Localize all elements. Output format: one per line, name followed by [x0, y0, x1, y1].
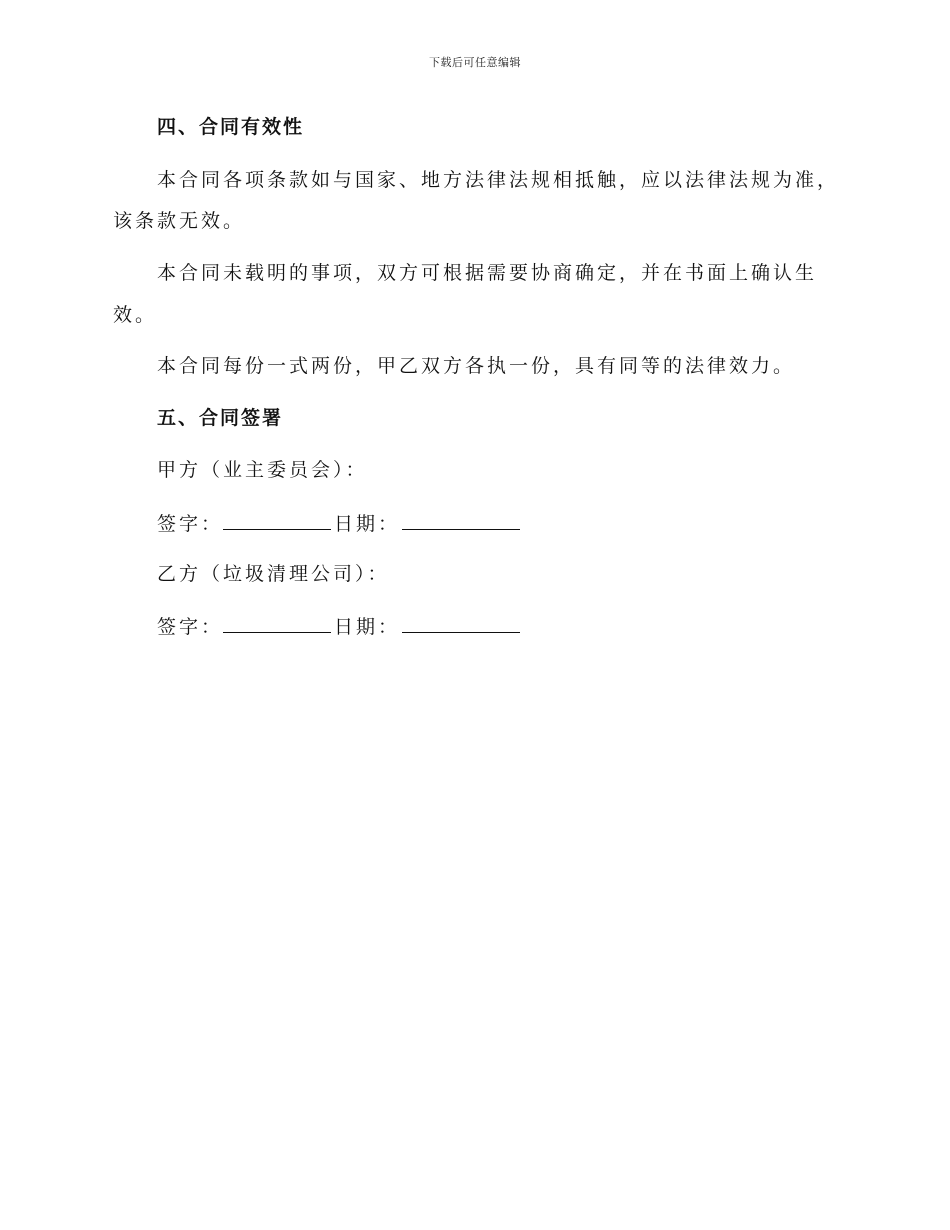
paragraph-3: 本合同每份一式两份，甲乙双方各执一份，具有同等的法律效力。: [157, 355, 796, 377]
party-b-date-label: 日期：: [334, 616, 401, 638]
party-b-sign-blank[interactable]: [223, 614, 331, 633]
party-a-signature-row: [157, 511, 520, 535]
party-a-date-label: 日期：: [334, 513, 401, 535]
section-5-heading: 五、合同签署: [157, 407, 284, 429]
party-a-label: 甲方（业主委员会）：: [157, 459, 368, 481]
party-b-date-blank[interactable]: [402, 614, 520, 633]
paragraph-1-line-2: 该条款无效。: [113, 210, 246, 232]
party-b-signature-row: [157, 614, 520, 638]
header-note: 下载后可任意编辑: [429, 56, 521, 69]
party-a-sign-label: 签字：: [157, 513, 224, 535]
party-b-label: 乙方（垃圾清理公司）：: [157, 563, 390, 585]
paragraph-2-line-1: 本合同未载明的事项，双方可根据需要协商确定，并在书面上确认生: [157, 262, 818, 284]
party-a-date-blank[interactable]: [402, 511, 520, 530]
party-b-sign-label: 签字：: [157, 616, 224, 638]
section-4-heading: 四、合同有效性: [157, 116, 305, 138]
paragraph-2-line-2: 效。: [113, 304, 158, 326]
party-a-sign-blank[interactable]: [223, 511, 331, 530]
paragraph-1-line-1: 本合同各项条款如与国家、地方法律法规相抵触，应以法律法规为准，: [157, 169, 840, 191]
